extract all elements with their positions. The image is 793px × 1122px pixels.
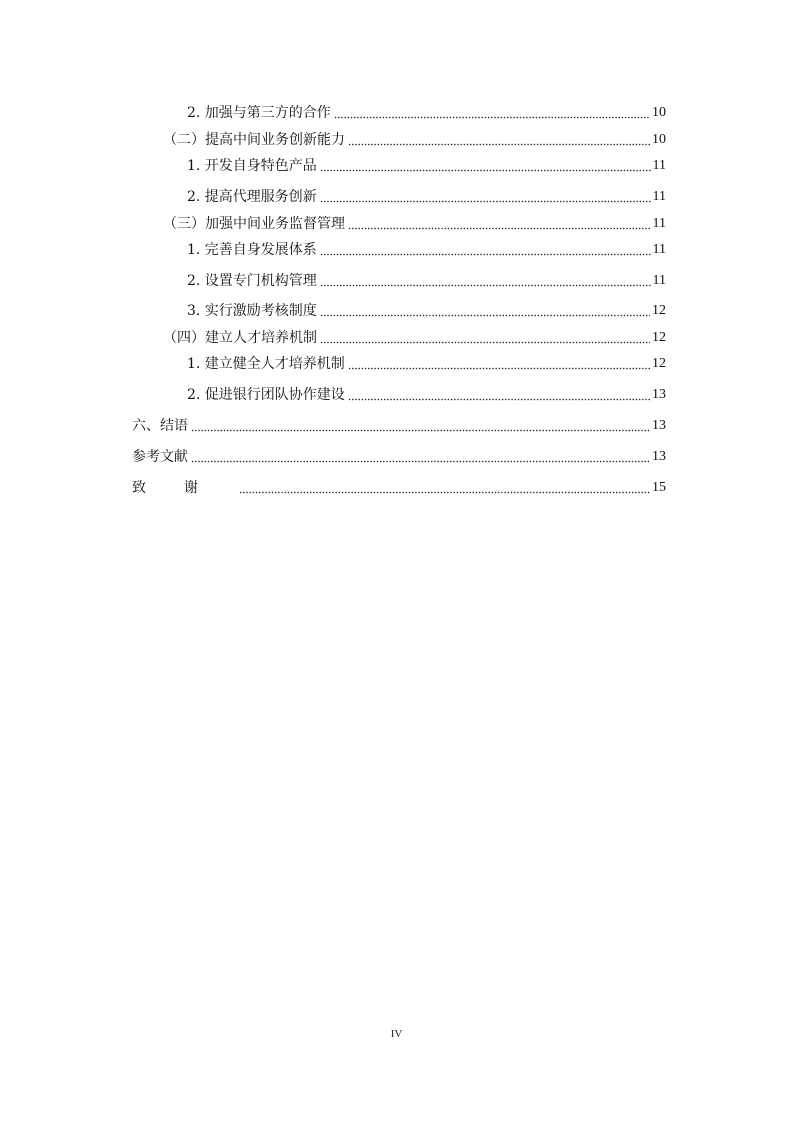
toc-entry-page: 13: [652, 418, 666, 433]
dot-leader: [320, 273, 651, 287]
toc-entry-title: 2. 加强与第三方的合作: [187, 105, 331, 121]
toc-entry[interactable]: [132, 444, 666, 466]
toc-entry-page: 11: [652, 216, 666, 231]
toc-entry[interactable]: [187, 153, 666, 175]
toc-entry-page: 12: [652, 330, 666, 345]
toc-entry-page: 11: [652, 273, 666, 288]
toc-entry-title: 1. 完善自身发展体系: [187, 242, 317, 258]
toc-entry-page: 15: [652, 480, 666, 495]
page-number: IV: [390, 1028, 403, 1040]
toc-entry-title: （二）提高中间业务创新能力: [163, 132, 345, 148]
toc-entry[interactable]: [187, 184, 666, 206]
toc-entry[interactable]: [163, 127, 666, 149]
dot-leader: [320, 303, 650, 317]
toc-entry-page: 13: [652, 387, 666, 402]
toc-entry-page: 10: [652, 132, 666, 147]
toc-entry[interactable]: [132, 413, 666, 435]
dot-leader: [348, 356, 650, 370]
dot-leader: [320, 330, 650, 344]
toc-entry[interactable]: [132, 475, 666, 497]
dot-leader: [191, 418, 650, 432]
dot-leader: [348, 216, 651, 230]
toc-entry[interactable]: [187, 100, 666, 122]
dot-leader: [320, 189, 651, 203]
toc-entry-title: 1. 建立健全人才培养机制: [187, 356, 345, 372]
toc-entry-page: 11: [652, 189, 666, 204]
toc-entry-title: 2. 提高代理服务创新: [187, 189, 317, 205]
dot-leader: [348, 387, 650, 401]
toc-entry-title: 2. 设置专门机构管理: [187, 273, 317, 289]
toc-entry-title: 3. 实行激励考核制度: [187, 303, 317, 319]
toc-entry-title: （四）建立人才培养机制: [163, 330, 317, 346]
toc-entry[interactable]: [163, 211, 666, 233]
toc-entry-page: 11: [652, 242, 666, 257]
dot-leader: [334, 105, 650, 119]
toc-entry[interactable]: [187, 351, 666, 373]
toc-entry-page: 13: [652, 449, 666, 464]
toc-entry[interactable]: [187, 268, 666, 290]
dot-leader: [320, 242, 651, 256]
toc-entry-page: 11: [652, 158, 666, 173]
toc-entry[interactable]: [187, 382, 666, 404]
toc-entry[interactable]: [187, 237, 666, 259]
toc-entry[interactable]: [163, 325, 666, 347]
toc-entry-page: 10: [652, 105, 666, 120]
dot-leader: [191, 449, 650, 463]
toc-entry-title: 1. 开发自身特色产品: [187, 158, 317, 174]
toc-entry-title: 参考文献: [132, 449, 188, 465]
toc-entry-title: 致谢: [132, 480, 236, 496]
toc-entry-title: （三）加强中间业务监督管理: [163, 216, 345, 232]
toc-entry-title: 2. 促进银行团队协作建设: [187, 387, 345, 403]
dot-leader: [320, 158, 651, 172]
dot-leader: [348, 132, 650, 146]
toc-entry-page: 12: [652, 303, 666, 318]
toc-entry-title: 六、结语: [132, 418, 188, 434]
dot-leader: [239, 480, 650, 494]
toc-entry[interactable]: [187, 298, 666, 320]
toc-entry-page: 12: [652, 356, 666, 371]
